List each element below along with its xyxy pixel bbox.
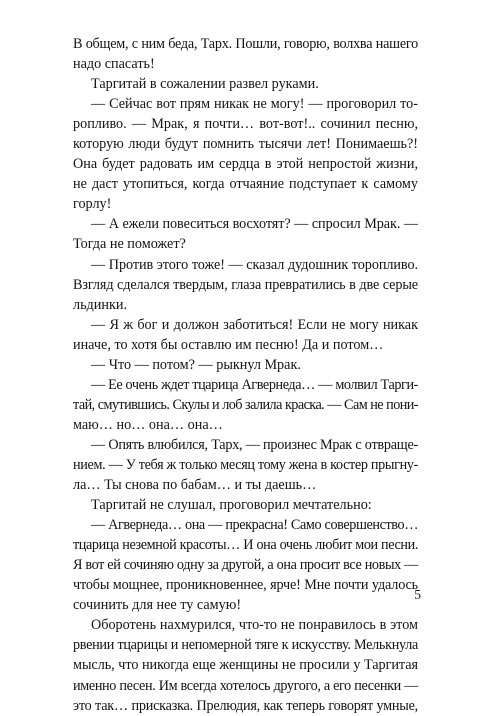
text-line: нием. — У тебя ж только месяц тому жена в костер прыгну- <box>73 456 418 473</box>
text-line: — Опять влюбился, Тарх, — произнес Мрак с отвраще- <box>91 436 418 453</box>
text-line: — Я ж бог и должон заботиться! Если не могу никак <box>91 316 418 333</box>
text-line: — Что — потом? — рыкнул Мрак. <box>91 356 301 373</box>
text-line: — Ее очень ждет тцарица Агвернеда… — молвил Тарги- <box>91 376 418 393</box>
text-line: это так… присказка. Прелюдия, как теперь говорят умные, <box>73 697 418 714</box>
text-line: мысль, что никогда еще женщины не просили у Таргитая <box>73 657 418 674</box>
text-line: чтобы мощнее, проникновеннее, ярче! Мне почти удалось <box>73 577 418 594</box>
text-line: льдинки. <box>73 296 127 313</box>
text-line: В общем, с ним беда, Тарх. Пошли, говорю, волхва нашего <box>73 36 418 52</box>
text-line: — Против этого тоже! — сказал дудошник торопливо. <box>91 256 418 273</box>
text-line: Взгляд сделался твердым, глаза превратились в две серые <box>73 276 418 293</box>
text-line: Она будет радовать им сердца в этой непростой жизни, <box>73 156 418 173</box>
text-line: Тогда не поможет? <box>73 236 186 253</box>
text-line: тай, смутившись. Скулы и лоб залила краска. — Сам не пони- <box>73 396 418 413</box>
text-line: сочинить для нее ту самую! <box>73 597 242 614</box>
text-line: — Агвернеда… она — прекрасна! Само совершенство… <box>91 517 418 534</box>
text-line: Таргитай не слушал, проговорил мечтательно: <box>91 497 372 514</box>
text-line: ропливо. — Мрак, я почти… вот-вот!.. сочинил песню, <box>73 116 418 133</box>
text-line: — Сейчас вот прям никак не могу! — проговорил то- <box>91 96 418 113</box>
text-line: тцарица неземной красоты… И она очень любит мои песни. <box>73 537 418 554</box>
body-text <box>73 34 418 716</box>
text-line: именно песен. Им всегда хотелось другого, а его песенки — <box>73 677 418 694</box>
text-line: надо спасать! <box>73 56 155 73</box>
text-line: Я вот ей сочиняю одну за другой, а она просит все новых — <box>73 557 418 574</box>
text-line: Оборотень нахмурился, что-то не понравилось в этом <box>91 617 418 634</box>
text-line: ла… Ты снова по бабам… и ты даешь… <box>73 477 317 494</box>
text-line: рвении тцарицы и непомерной тяге к искусству. Мелькнула <box>73 637 418 654</box>
text-line: маю… но… она… она… <box>73 416 223 433</box>
text-line: горлу! <box>73 196 112 213</box>
text-line: Таргитай в сожалении развел руками. <box>91 76 319 93</box>
text-line: которую люди будут помнить тысячи лет! Понимаешь?! <box>73 136 418 153</box>
text-line: — А ежели повеситься восхотят? — спросил Мрак. — <box>91 216 418 233</box>
page-number: 5 <box>414 587 421 602</box>
text-line: иначе, то хотя бы оставлю им песню! Да и потом… <box>73 336 384 353</box>
text-line: не даст утопиться, когда отчаяние подступает к самому <box>73 176 418 193</box>
